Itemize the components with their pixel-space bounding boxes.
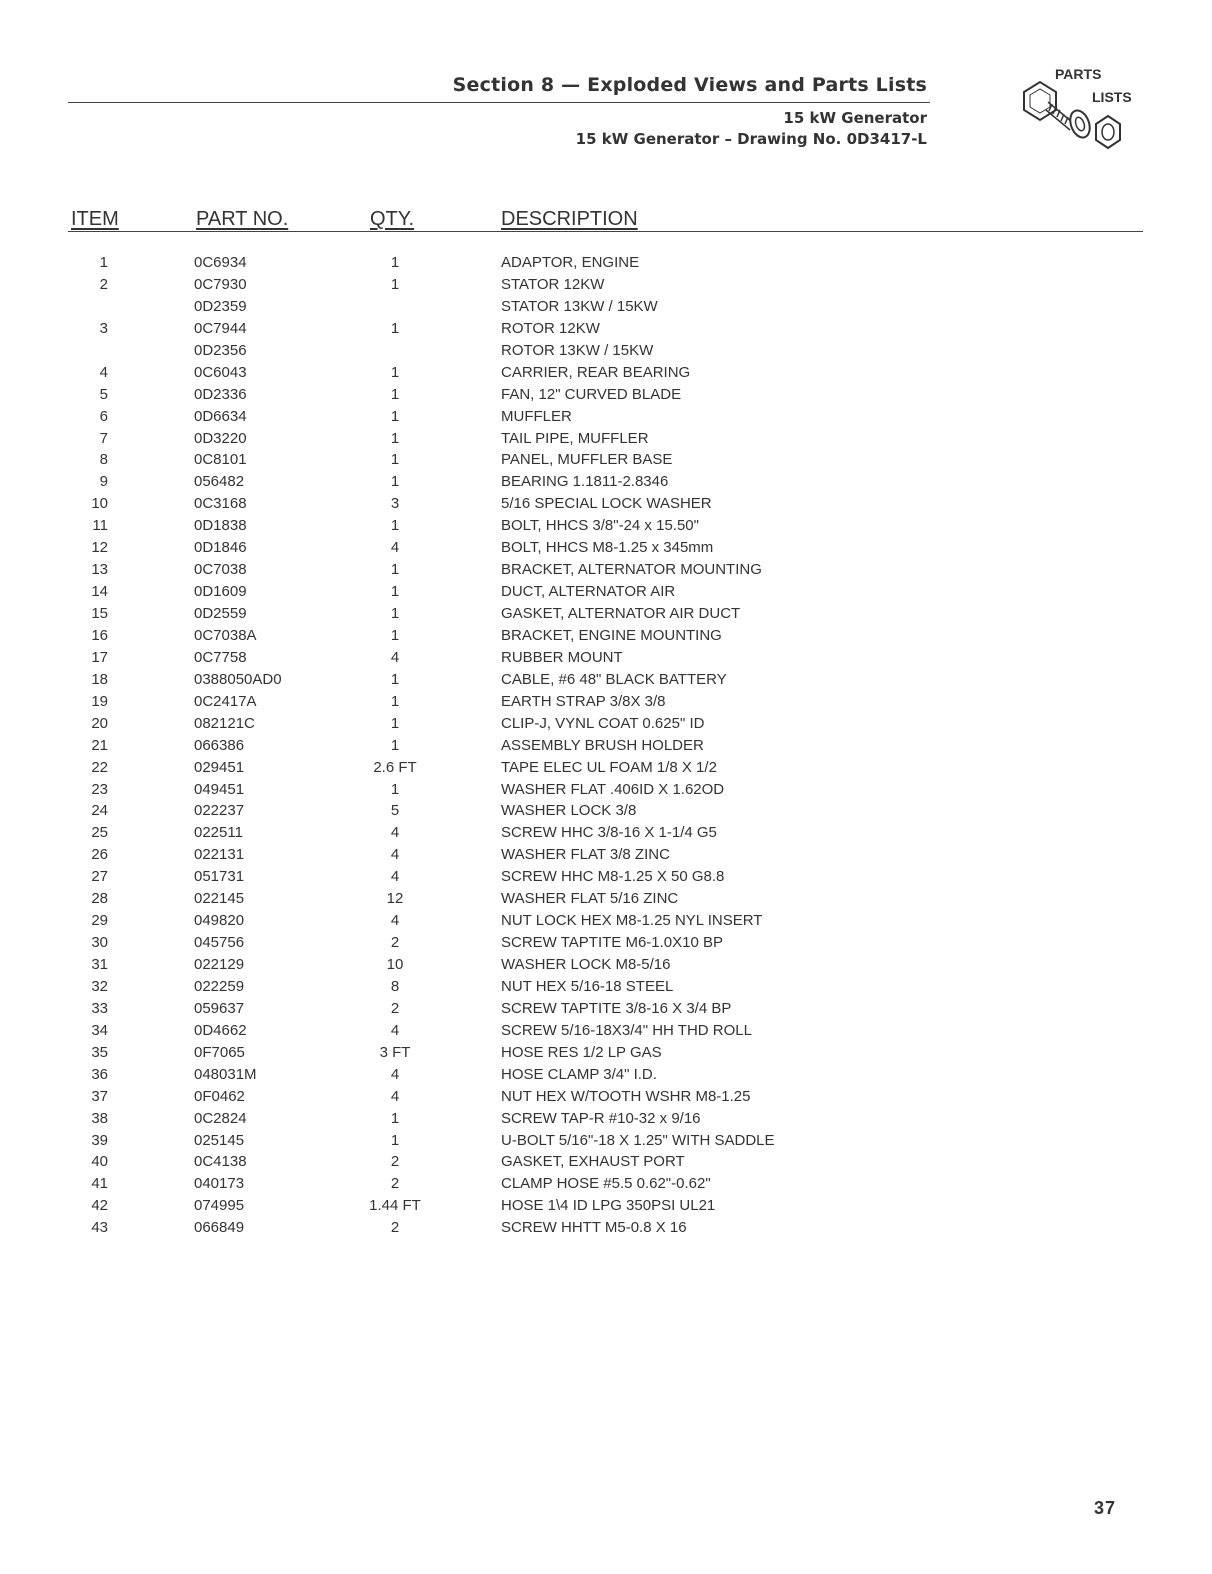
- description: ADAPTOR, ENGINE: [501, 254, 640, 271]
- description: NUT HEX 5/16-18 STEEL: [501, 977, 674, 995]
- part-number: 022511: [194, 824, 243, 842]
- part-number: 0F0462: [194, 1087, 245, 1105]
- description: RUBBER MOUNT: [501, 648, 623, 666]
- part-number: 0D1609: [194, 583, 247, 601]
- quantity: 2: [390, 1175, 400, 1193]
- quantity: 1: [390, 385, 400, 403]
- table-row: [0, 559, 1212, 581]
- quantity: 2: [390, 999, 400, 1017]
- page-number: 37: [1094, 1498, 1117, 1518]
- item-number: 35: [91, 1043, 108, 1061]
- quantity: 1: [390, 254, 400, 271]
- column-header-qty: QTY.: [370, 208, 415, 230]
- table-row: [0, 1020, 1212, 1042]
- description: WASHER FLAT 3/8 ZINC: [501, 846, 670, 864]
- description: U-BOLT 5/16"-18 X 1.25" WITH SADDLE: [501, 1131, 775, 1149]
- table-row: [0, 888, 1212, 910]
- quantity: 1: [390, 561, 400, 579]
- table-row: [0, 1108, 1212, 1130]
- part-number: 0C6043: [194, 363, 247, 381]
- description: HOSE RES 1/2 LP GAS: [501, 1043, 662, 1061]
- table-row: [0, 603, 1212, 625]
- item-number: 21: [91, 736, 108, 754]
- table-row: [0, 252, 1212, 274]
- description: EARTH STRAP 3/8X 3/8: [501, 692, 666, 710]
- quantity: 8: [390, 977, 400, 995]
- table-row: [0, 537, 1212, 559]
- description: STATOR 12KW: [501, 275, 605, 293]
- column-header-part-no: PART NO.: [196, 208, 289, 230]
- description: SCREW TAPTITE M6-1.0X10 BP: [501, 934, 724, 952]
- item-number: 43: [91, 1219, 108, 1237]
- table-row: [0, 735, 1212, 757]
- description: NUT HEX W/TOOTH WSHR M8-1.25: [501, 1087, 751, 1105]
- description: PANEL, MUFFLER BASE: [501, 451, 673, 469]
- item-number: 13: [91, 561, 108, 579]
- part-number: 049820: [194, 912, 245, 930]
- table-row: [0, 998, 1212, 1020]
- table-row: [0, 1042, 1212, 1064]
- table-row: [0, 779, 1212, 801]
- quantity: 4: [390, 868, 400, 886]
- logo-text-parts: PARTS: [1055, 66, 1102, 82]
- item-number: 4: [99, 363, 108, 381]
- table-row: [0, 844, 1212, 866]
- table-row: [0, 1195, 1212, 1217]
- description: MUFFLER: [501, 407, 572, 425]
- item-number: 8: [99, 451, 108, 469]
- part-number: 0C4138: [194, 1153, 247, 1171]
- description: DUCT, ALTERNATOR AIR: [501, 583, 676, 601]
- part-number: 0D4662: [194, 1021, 247, 1039]
- description: SCREW HHC 3/8-16 X 1-1/4 G5: [501, 824, 717, 842]
- item-number: 3: [99, 319, 108, 337]
- column-header-item: ITEM: [71, 208, 119, 230]
- description: CARRIER, REAR BEARING: [501, 363, 691, 381]
- part-number: 0D2356: [194, 341, 247, 359]
- item-number: 27: [91, 868, 108, 886]
- description: SCREW TAPTITE 3/8-16 X 3/4 BP: [501, 999, 732, 1017]
- part-number: 022129: [194, 956, 245, 973]
- part-number: 051731: [194, 868, 245, 886]
- description: 5/16 SPECIAL LOCK WASHER: [501, 495, 712, 513]
- quantity: 2: [390, 1219, 400, 1237]
- description: BOLT, HHCS 3/8"-24 x 15.50": [501, 517, 699, 535]
- description: WASHER FLAT 5/16 ZINC: [501, 890, 679, 908]
- part-number: 082121C: [194, 714, 255, 732]
- part-number: 049451: [194, 780, 245, 798]
- quantity: 12: [386, 890, 404, 908]
- part-number: 022237: [194, 802, 245, 820]
- quantity: 4: [390, 846, 400, 864]
- quantity: 1: [390, 363, 400, 381]
- part-number: 0C7930: [194, 275, 247, 293]
- description: ROTOR 12KW: [501, 319, 600, 337]
- table-row: [0, 1086, 1212, 1108]
- part-number: 056482: [194, 473, 245, 491]
- part-number: 022259: [194, 977, 245, 995]
- item-number: 15: [91, 605, 108, 622]
- description: GASKET, ALTERNATOR AIR DUCT: [501, 605, 741, 622]
- item-number: 39: [91, 1131, 108, 1149]
- table-row: [0, 449, 1212, 471]
- item-number: 32: [91, 977, 108, 995]
- quantity: 2.6 FT: [373, 758, 417, 776]
- quantity: 3: [390, 495, 400, 513]
- quantity: 1: [390, 605, 400, 622]
- section-title: Section 8 — Exploded Views and Parts Lists: [452, 74, 927, 96]
- item-number: 16: [91, 626, 108, 644]
- description: SCREW HHC M8-1.25 X 50 G8.8: [501, 868, 725, 886]
- item-number: 37: [91, 1087, 108, 1105]
- item-number: 18: [91, 670, 108, 688]
- description: CABLE, #6 48" BLACK BATTERY: [501, 670, 727, 688]
- part-number: 022131: [194, 846, 245, 864]
- table-row: [0, 1151, 1212, 1173]
- quantity: 1: [390, 407, 400, 425]
- item-number: 41: [91, 1175, 108, 1193]
- description: SCREW TAP-R #10-32 x 9/16: [501, 1109, 701, 1127]
- quantity: 2: [390, 934, 400, 952]
- item-number: 5: [99, 385, 108, 403]
- table-row: [0, 384, 1212, 406]
- description: BRACKET, ENGINE MOUNTING: [501, 626, 722, 644]
- header-rule: [68, 102, 930, 103]
- table-row: [0, 910, 1212, 932]
- item-number: 11: [92, 517, 108, 535]
- logo-text-lists: LISTS: [1092, 89, 1132, 105]
- description: GASKET, EXHAUST PORT: [501, 1153, 685, 1171]
- quantity: 1: [390, 429, 400, 447]
- quantity: 5: [390, 802, 400, 820]
- item-number: 22: [91, 758, 108, 776]
- quantity: 3 FT: [379, 1043, 411, 1061]
- column-header-description: DESCRIPTION: [501, 208, 638, 230]
- quantity: 1: [390, 1131, 400, 1149]
- description: WASHER FLAT .406ID X 1.62OD: [501, 780, 725, 798]
- part-number: 074995: [194, 1197, 245, 1215]
- quantity: 1: [390, 275, 400, 293]
- table-row: [0, 274, 1212, 296]
- table-row: [0, 362, 1212, 384]
- quantity: 1: [390, 780, 400, 798]
- part-number: 045756: [194, 934, 245, 952]
- description: SCREW HHTT M5-0.8 X 16: [501, 1219, 687, 1237]
- part-number: 0C2824: [194, 1109, 247, 1127]
- part-number: 0C7038: [194, 561, 247, 579]
- quantity: 1: [390, 1109, 400, 1127]
- item-number: 33: [91, 999, 108, 1017]
- quantity: 4: [390, 1021, 400, 1039]
- table-row: [0, 647, 1212, 669]
- table-row: [0, 581, 1212, 603]
- column-header-rule: [68, 231, 1143, 232]
- item-number: 42: [91, 1197, 108, 1215]
- part-number: 0C8101: [194, 451, 247, 469]
- table-row: [0, 1064, 1212, 1086]
- table-row: [0, 757, 1212, 779]
- item-number: 7: [99, 429, 108, 447]
- description: BEARING 1.1811-2.8346: [501, 473, 669, 491]
- description: WASHER LOCK M8-5/16: [501, 956, 671, 973]
- item-number: 29: [91, 912, 108, 930]
- table-row: [0, 318, 1212, 340]
- item-number: 2: [99, 275, 108, 293]
- part-number: 040173: [194, 1175, 245, 1193]
- table-row: [0, 713, 1212, 735]
- item-number: 38: [91, 1109, 108, 1127]
- part-number: 0D3220: [194, 429, 247, 447]
- item-number: 10: [91, 495, 108, 513]
- quantity: 1: [390, 692, 400, 710]
- description: HOSE 1\4 ID LPG 350PSI UL21: [501, 1197, 716, 1215]
- quantity: 2: [390, 1153, 400, 1171]
- item-number: 14: [91, 583, 108, 601]
- item-number: 20: [91, 714, 108, 732]
- table-row: [0, 1217, 1212, 1239]
- part-number: 025145: [194, 1131, 245, 1149]
- quantity: 1: [390, 670, 400, 688]
- item-number: 1: [99, 254, 108, 271]
- description: CLAMP HOSE #5.5 0.62"-0.62": [501, 1175, 711, 1193]
- part-number: 0C2417A: [194, 692, 257, 710]
- item-number: 34: [91, 1021, 108, 1039]
- part-number: 0D2336: [194, 385, 247, 403]
- table-row: [0, 691, 1212, 713]
- table-row: [0, 340, 1212, 362]
- quantity: 1: [390, 517, 400, 535]
- item-number: 6: [99, 407, 108, 425]
- part-number: 0F7065: [194, 1043, 245, 1061]
- item-number: 26: [91, 846, 108, 864]
- item-number: 9: [99, 473, 108, 491]
- description: NUT LOCK HEX M8-1.25 NYL INSERT: [501, 912, 763, 930]
- description: TAPE ELEC UL FOAM 1/8 X 1/2: [501, 758, 717, 776]
- description: BRACKET, ALTERNATOR MOUNTING: [501, 561, 762, 579]
- item-number: 40: [91, 1153, 108, 1171]
- description: ASSEMBLY BRUSH HOLDER: [501, 736, 704, 754]
- subtitle-drawing-number: 15 kW Generator – Drawing No. 0D3417-L: [575, 130, 927, 148]
- item-number: 36: [91, 1065, 108, 1083]
- table-row: [0, 800, 1212, 822]
- item-number: 23: [91, 780, 108, 798]
- quantity: 10: [386, 956, 404, 973]
- part-number: 0D2559: [194, 605, 247, 622]
- table-row: [0, 954, 1212, 976]
- description: TAIL PIPE, MUFFLER: [501, 429, 649, 447]
- quantity: 4: [390, 824, 400, 842]
- part-number: 0388050AD0: [194, 670, 282, 688]
- quantity: 4: [390, 539, 400, 557]
- quantity: 1: [390, 626, 400, 644]
- part-number: 0C7944: [194, 319, 247, 337]
- quantity: 4: [390, 648, 400, 666]
- quantity: 1: [390, 583, 400, 601]
- quantity: 1: [390, 473, 400, 491]
- part-number: 066849: [194, 1219, 245, 1237]
- item-number: 30: [91, 934, 108, 952]
- part-number: 066386: [194, 736, 245, 754]
- table-row: [0, 515, 1212, 537]
- description: ROTOR 13KW / 15KW: [501, 341, 654, 359]
- quantity: 1: [390, 319, 400, 337]
- quantity: 1.44 FT: [369, 1197, 421, 1215]
- table-row: [0, 822, 1212, 844]
- table-row: [0, 932, 1212, 954]
- description: CLIP-J, VYNL COAT 0.625" ID: [501, 714, 705, 732]
- table-row: [0, 428, 1212, 450]
- table-row: [0, 625, 1212, 647]
- item-number: 12: [91, 539, 108, 557]
- description: WASHER LOCK 3/8: [501, 802, 637, 820]
- table-row: [0, 296, 1212, 318]
- part-number: 0C3168: [194, 495, 247, 513]
- part-number: 0D2359: [194, 297, 247, 315]
- table-row: [0, 866, 1212, 888]
- part-number: 0C7038A: [194, 626, 257, 644]
- table-row: [0, 976, 1212, 998]
- item-number: 24: [91, 802, 108, 820]
- part-number: 022145: [194, 890, 245, 908]
- parts-table: [0, 252, 1212, 1239]
- table-row: [0, 1130, 1212, 1152]
- quantity: 1: [390, 736, 400, 754]
- table-row: [0, 669, 1212, 691]
- quantity: 4: [390, 1065, 400, 1083]
- part-number: 0D1838: [194, 517, 247, 535]
- item-number: 31: [91, 956, 108, 973]
- item-number: 17: [91, 648, 108, 666]
- description: BOLT, HHCS M8-1.25 x 345mm: [501, 539, 714, 557]
- description: HOSE CLAMP 3/4" I.D.: [501, 1065, 657, 1083]
- part-number: 0D6634: [194, 407, 247, 425]
- part-number: 029451: [194, 758, 245, 776]
- part-number: 0C6934: [194, 254, 247, 271]
- part-number: 0D1846: [194, 539, 247, 557]
- subtitle-generator: 15 kW Generator: [783, 109, 927, 127]
- table-row: [0, 406, 1212, 428]
- part-number: 059637: [194, 999, 245, 1017]
- description: FAN, 12" CURVED BLADE: [501, 385, 682, 403]
- page-header: [0, 0, 1212, 180]
- quantity: 1: [390, 451, 400, 469]
- quantity: 1: [390, 714, 400, 732]
- table-row: [0, 493, 1212, 515]
- quantity: 4: [390, 912, 400, 930]
- table-row: [0, 471, 1212, 493]
- item-number: 28: [91, 890, 108, 908]
- part-number: 048031M: [194, 1065, 257, 1083]
- item-number: 25: [91, 824, 108, 842]
- description: STATOR 13KW / 15KW: [501, 297, 658, 315]
- quantity: 4: [390, 1087, 400, 1105]
- item-number: 19: [91, 692, 108, 710]
- table-row: [0, 1173, 1212, 1195]
- description: SCREW 5/16-18X3/4" HH THD ROLL: [501, 1021, 752, 1039]
- part-number: 0C7758: [194, 648, 247, 666]
